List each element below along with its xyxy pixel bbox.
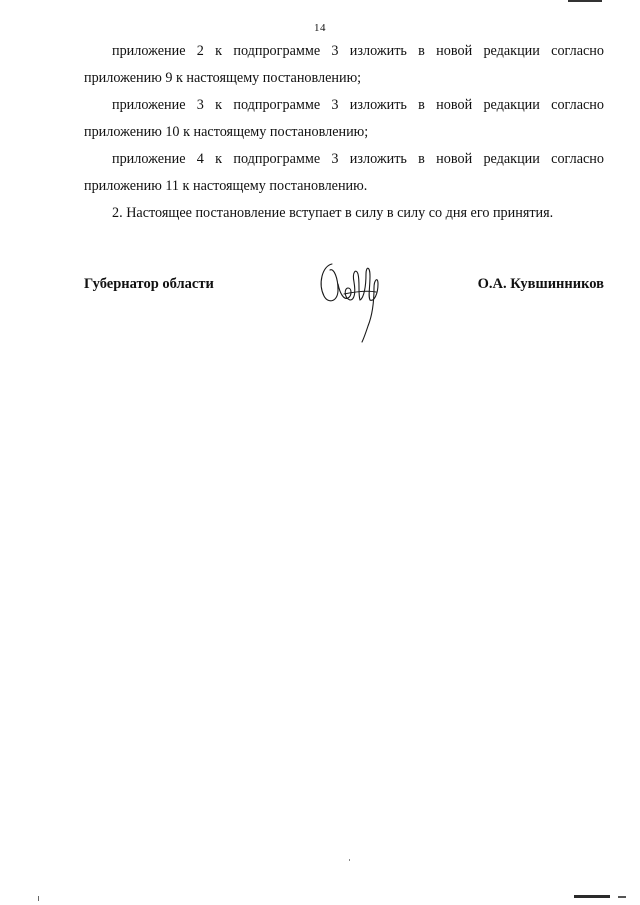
paragraph: 2. Настоящее постановление вступает в силу в силу со дня его принятия. <box>112 205 554 221</box>
paragraph: приложение 4 к подпрограмме 3 изложить в новой редакции согласно приложению 11 к настоящему постановлению. <box>84 151 604 194</box>
scan-artifact <box>38 896 39 901</box>
paragraph: приложение 3 к подпрограмме 3 изложить в новой редакции согласно приложению 10 к настоящему постановлению; <box>84 97 604 140</box>
signatory-title: Губернатор области <box>84 276 214 292</box>
scan-artifact <box>568 0 602 2</box>
scan-artifact <box>618 896 626 898</box>
document-body <box>84 38 604 227</box>
signatory-name: О.А. Кувшинников <box>477 276 604 292</box>
scan-artifact <box>349 859 350 861</box>
page-number: 14 <box>314 22 326 34</box>
handwritten-signature <box>314 254 390 344</box>
paragraph: приложение 2 к подпрограмме 3 изложить в новой редакции согласно приложению 9 к настоящему постановлению; <box>84 43 604 86</box>
scan-artifact <box>574 895 610 898</box>
